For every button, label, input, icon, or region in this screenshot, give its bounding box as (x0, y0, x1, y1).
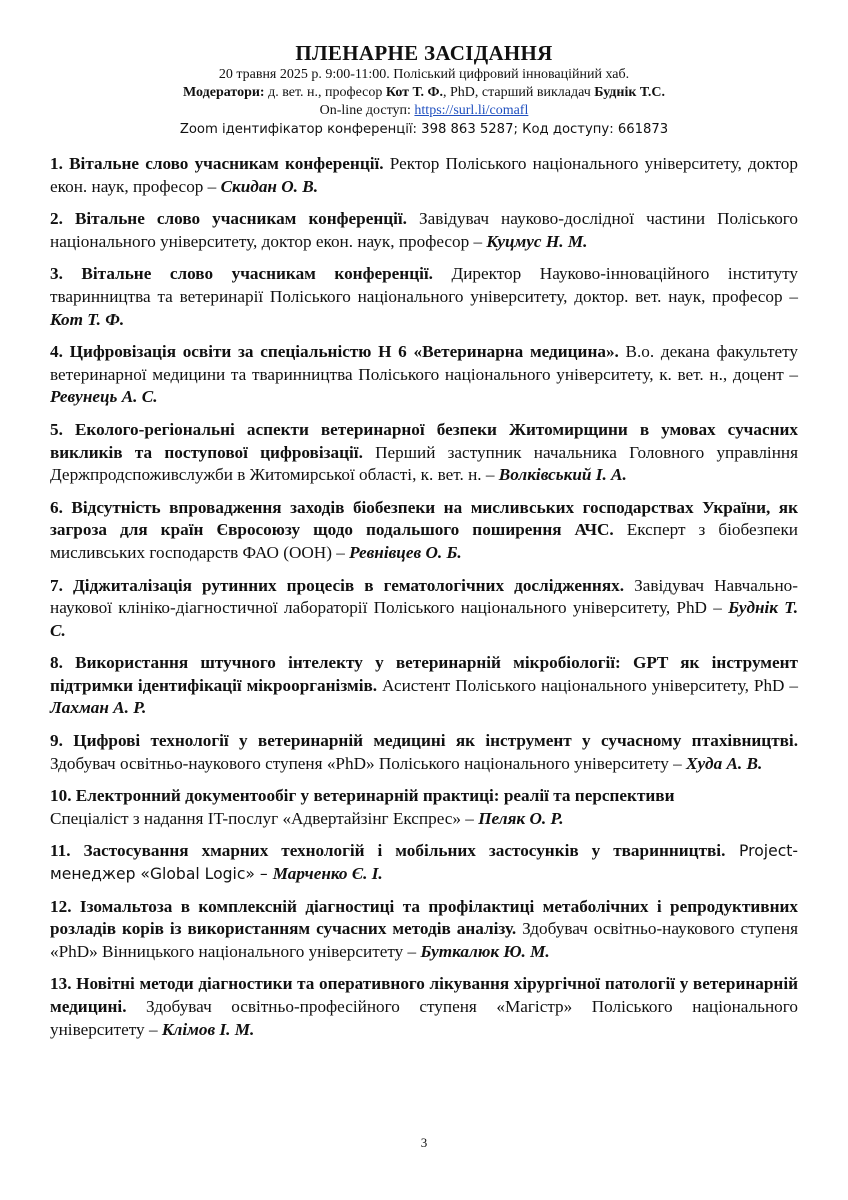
moderator-1-name: Кот Т. Ф. (385, 85, 443, 100)
agenda-item-desc: Project-менеджер «Global Logic» – (50, 842, 799, 884)
agenda-item-desc: Завідувач науково-дослідної частини Поліського національного університету, доктор екон. наук, професор – (50, 209, 799, 251)
agenda-item (50, 575, 798, 643)
agenda-item-desc: Спеціаліст з надання IT-послуг «Адвертайзінг Експрес» – (50, 808, 479, 828)
agenda-item-speaker: Пеляк О. Р. (478, 808, 564, 828)
agenda-item-title: 4. Цифровізація освіти за спеціальністю Н 6 «Ветеринарна медицина». (50, 342, 619, 362)
agenda-item-desc: Асистент Поліського національного університету, PhD – (377, 675, 798, 695)
agenda-item (50, 419, 798, 487)
page-number: 3 (420, 1135, 428, 1150)
session-date-line: 20 травня 2025 р. 9:00-11:00. Поліський цифровий інноваційний хаб. (218, 67, 630, 82)
agenda-item (50, 153, 798, 198)
agenda-list (50, 153, 798, 1051)
agenda-item-speaker: Волківський І. А. (498, 465, 627, 485)
agenda-item-speaker: Худа А. В. (686, 753, 763, 773)
agenda-item (50, 263, 798, 331)
agenda-item-title: 6. Відсутність впровадження заходів біобезпеки на мисливських господарствах України, як загроза для країн Євросоюзу щодо подальшого поширення АЧС. (50, 497, 798, 540)
moderators-text-1: д. вет. н., професор (264, 85, 386, 100)
agenda-item-desc: Ректор Поліського національного університету, доктор екон. наук, професор – (50, 154, 798, 196)
agenda-item-title: 10. Електронний документообіг у ветеринарній практиці: реалії та перспективи (50, 786, 675, 806)
agenda-item-speaker: Лахман А. Р. (50, 698, 147, 718)
agenda-item (50, 341, 798, 409)
agenda-item-title: 5. Еколого-регіональні аспекти ветеринарної безпеки Житомирщини в умовах сучасних викликів та поступової цифровізації. (50, 419, 798, 462)
agenda-item-title: 1. Вітальне слово учасникам конференції. (50, 154, 384, 173)
agenda-item (50, 785, 798, 830)
online-access-label: On-line доступ: (319, 103, 415, 118)
agenda-item (50, 730, 798, 775)
agenda-item-speaker: Ревнівцев О. Б. (349, 542, 462, 562)
agenda-item-title: 13. Новітні методи діагностики та оперативного лікування хірургічної патології у ветеринарній медицині. (50, 974, 798, 1016)
agenda-item-title: 7. Діджиталізація рутинних процесів в гематологічних дослідженнях. (50, 575, 625, 595)
agenda-item-speaker: Марченко Є. І. (272, 864, 383, 884)
agenda-item-desc: Експерт з біобезпеки мисливських господарств ФАО (ООН) – (50, 520, 798, 562)
agenda-item-title: 12. Ізомальтоза в комплексній діагностиці та профілактиці метаболічних і репродуктивних розладів корів із використанням сучасних методів аналізу. (50, 896, 798, 939)
online-access-line (50, 102, 798, 120)
agenda-item-title: 3. Вітальне слово учасникам конференції. (50, 264, 433, 284)
zoom-info-line: Zoom ідентифікатор конференції: 398 863 5287; Код доступу: 661873 (179, 122, 669, 137)
agenda-item-title: 8. Використання штучного інтелекту у ветеринарній мікробіології: GPT як інструмент підтримки ідентифікації мікроорганізмів. (50, 653, 798, 695)
agenda-item-speaker: Ревунець А. С. (50, 387, 158, 407)
agenda-item-desc: Завідувач Навчально-наукової клініко-діагностичної лабораторії Поліського національного університету, PhD – (50, 575, 798, 618)
moderators-text-2: , PhD, старший викладач (442, 85, 595, 100)
moderators-label: Модератори: (183, 85, 265, 100)
agenda-item-speaker: Кот Т. Ф. (50, 309, 125, 329)
session-title: ПЛЕНАРНЕ ЗАСІДАННЯ (295, 41, 553, 65)
agenda-item-title: 11. Застосування хмарних технологій і мобільних застосунків у тваринництві. (50, 841, 726, 861)
agenda-item-speaker: Буткалюк Ю. М. (420, 941, 550, 961)
agenda-item-title: 2. Вітальне слово учасникам конференції. (50, 209, 407, 229)
agenda-item-desc: В.о. декана факультету ветеринарної медицини та тваринництва Поліського національного університету, к. вет. н., доцент – (50, 342, 798, 384)
agenda-item-desc: Здобувач освітньо-професійного ступеня «Магістр» Поліського національного університету – (50, 997, 798, 1039)
agenda-item-desc: Здобувач освітньо-наукового ступеня «PhD» Вінницького національного університету – (50, 919, 798, 961)
moderators-line (50, 84, 798, 102)
agenda-item (50, 652, 798, 720)
agenda-item (50, 497, 798, 565)
agenda-item (50, 973, 798, 1041)
agenda-item (50, 840, 798, 885)
moderator-2-name: Буднік Т.С. (594, 85, 665, 100)
agenda-item-desc: Здобувач освітньо-наукового ступеня «PhD» Поліського національного університету – (50, 753, 686, 773)
agenda-item-desc: Перший заступник начальника Головного управління Держпродспоживслужби в Житомирської області, к. вет. н. – (50, 442, 799, 485)
agenda-item (50, 896, 798, 964)
agenda-item-desc: Директор Науково-інноваційного інституту тваринництва та ветеринарії Поліського національного університету, доктор. вет. наук, професор – (50, 264, 798, 306)
agenda-item-title: 9. Цифрові технології у ветеринарній медицині як інструмент у сучасному птахівництві. (50, 731, 798, 751)
agenda-item-speaker: Буднік Т. С. (50, 598, 799, 640)
online-access-link[interactable]: https://surl.li/comafl (414, 103, 529, 118)
agenda-item-speaker: Клімов І. М. (161, 1019, 255, 1039)
agenda-item (50, 208, 798, 253)
session-header (50, 40, 798, 140)
agenda-item-speaker: Скидан О. В. (220, 176, 319, 196)
agenda-item-speaker: Куцмус Н. М. (486, 231, 588, 251)
